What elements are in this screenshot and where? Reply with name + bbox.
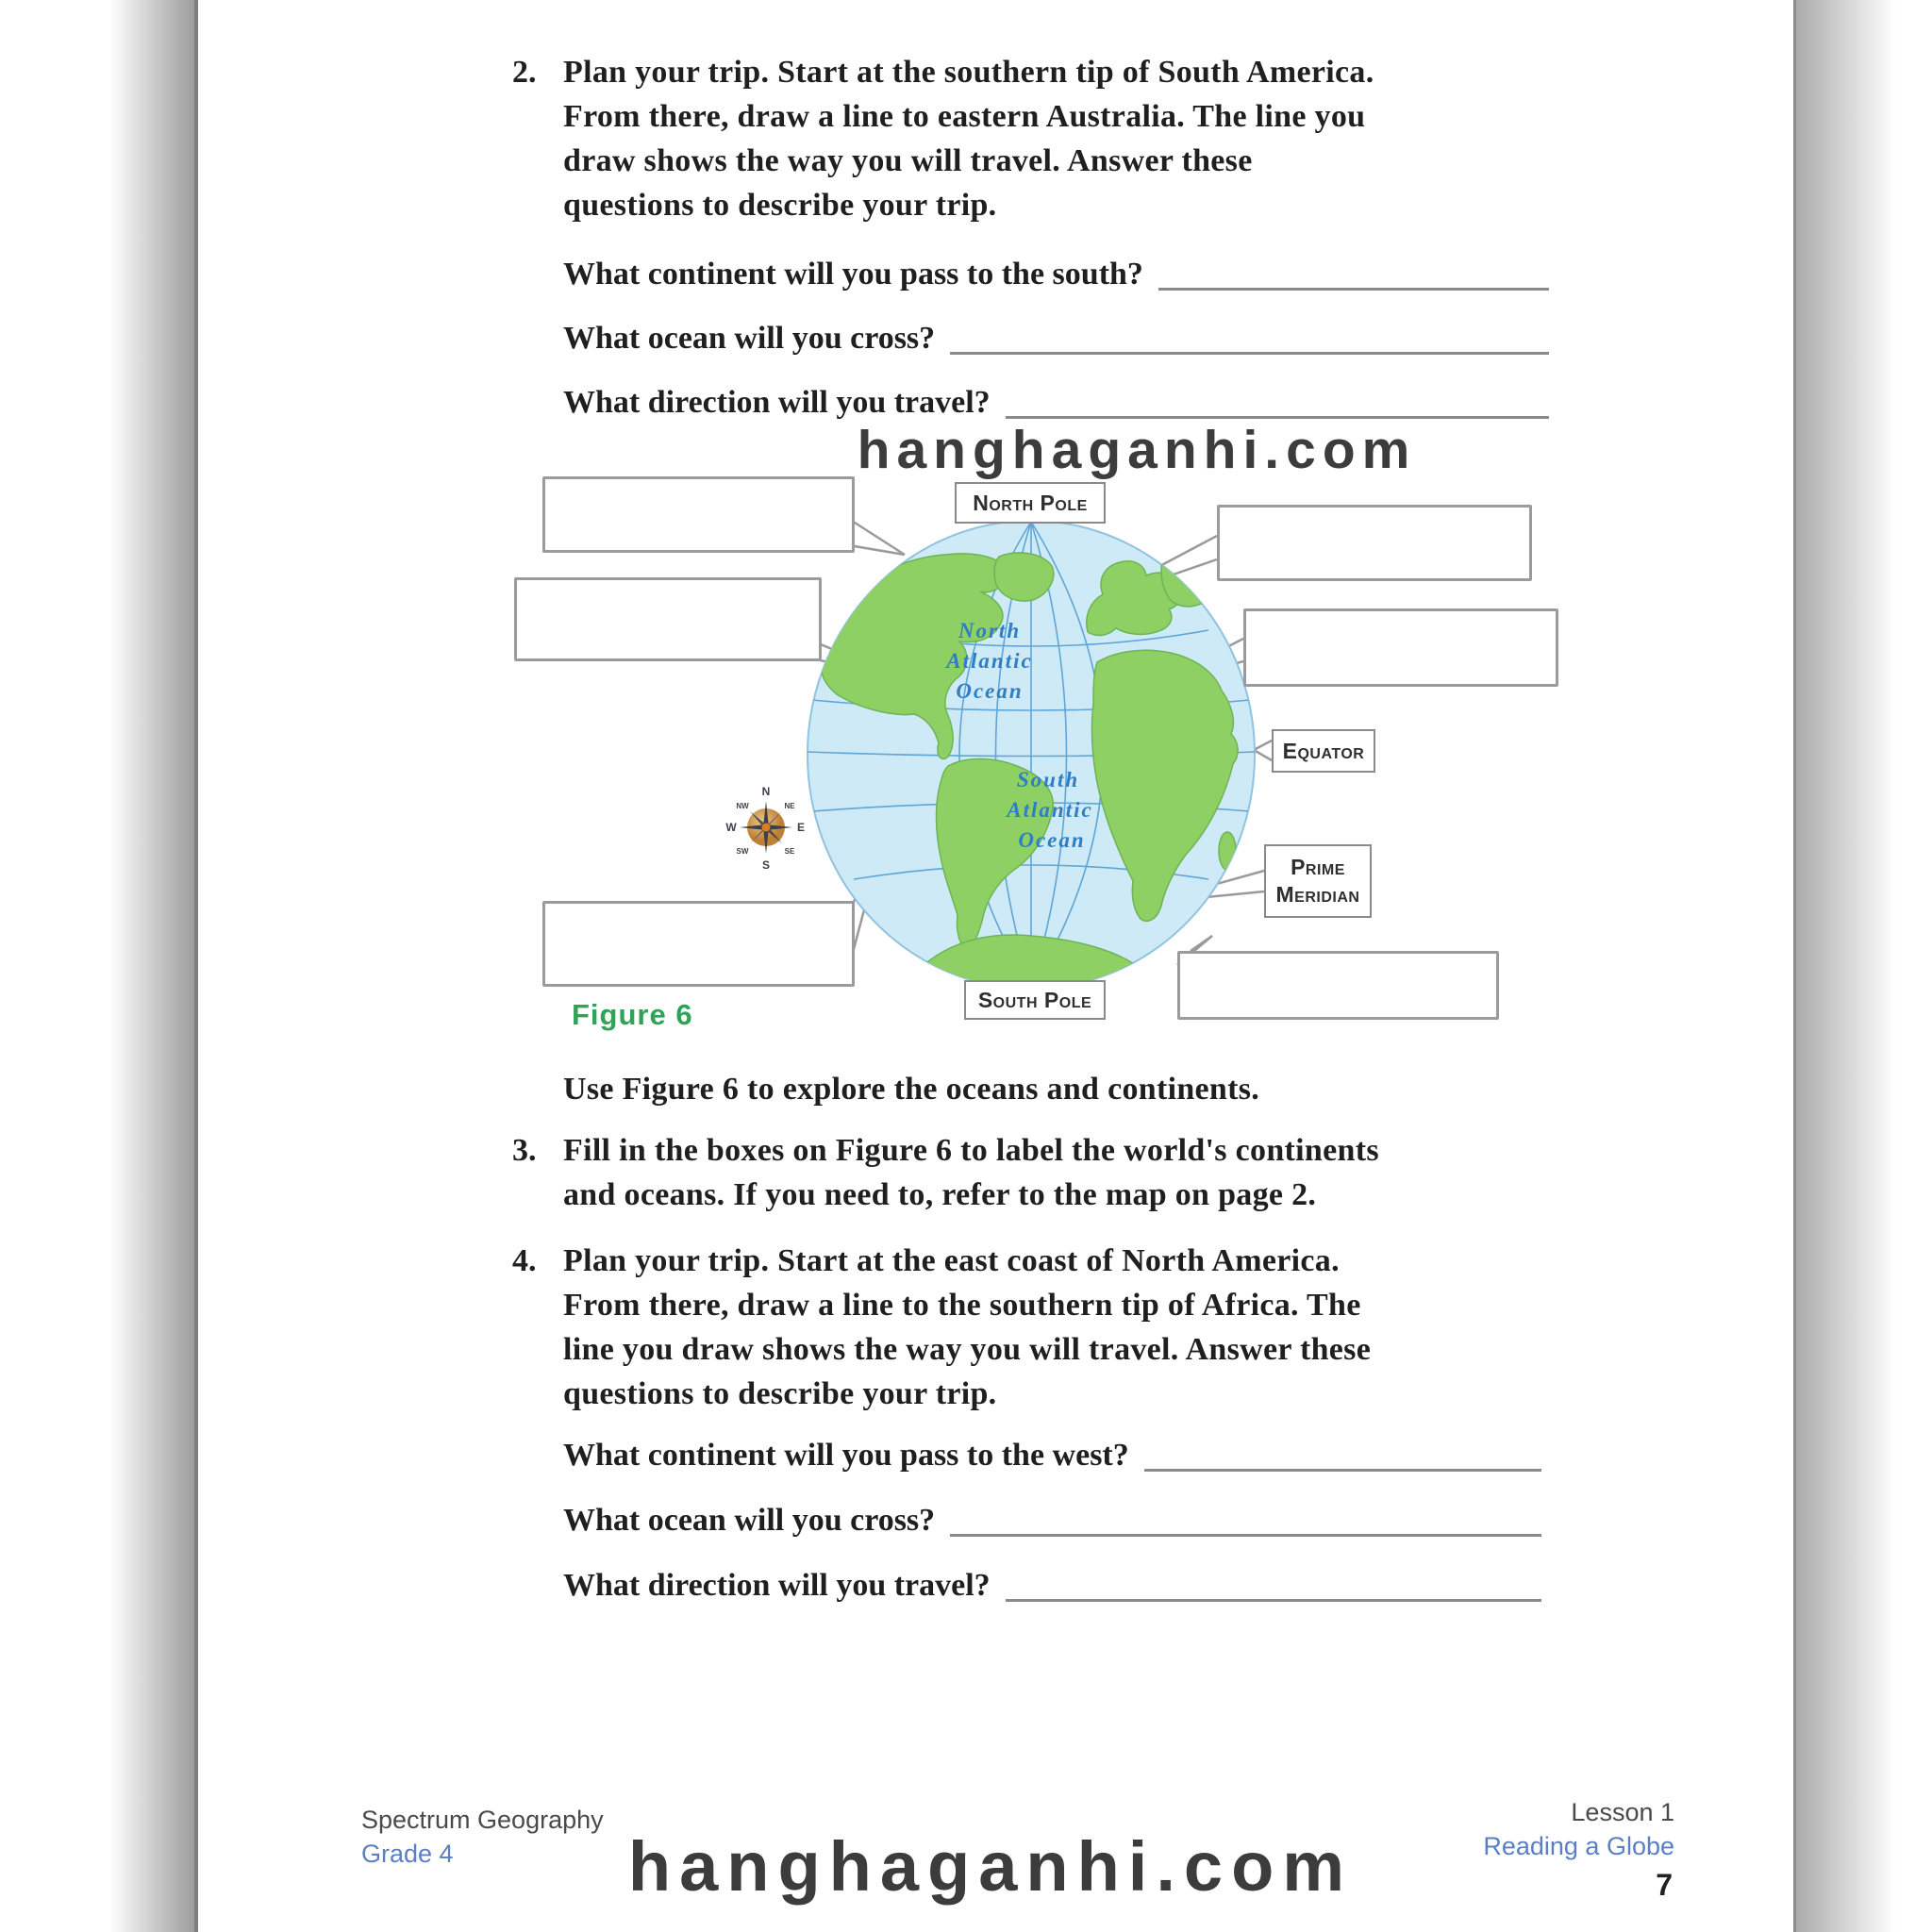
south-atlantic-label-1: South <box>1016 768 1080 791</box>
figure-6 <box>509 467 1566 1046</box>
footer-grade: Grade 4 <box>361 1840 454 1868</box>
watermark-bottom: hanghaganhi.com <box>627 1827 1354 1906</box>
label-box-bottom-right[interactable] <box>1177 951 1499 1020</box>
globe-illustration <box>805 519 1257 991</box>
question-2-line-2: From there, draw a line to eastern Australia. The line you <box>563 99 1366 134</box>
trip2-ocean-answer-blank[interactable] <box>950 1533 1541 1537</box>
compass-sw: SW <box>736 847 749 856</box>
question-4-line-2: From there, draw a line to the southern tip of Africa. The <box>563 1288 1361 1323</box>
label-box-bottom-left[interactable] <box>542 901 855 987</box>
trip2-continent-answer-blank[interactable] <box>1144 1468 1541 1472</box>
question-2-line-1: Plan your trip. Start at the southern tip of South America. <box>563 55 1374 90</box>
trip1-continent-question <box>563 257 1549 292</box>
trip2-continent-question <box>563 1438 1541 1474</box>
island-madagascar <box>1219 832 1236 870</box>
trip2-direction-answer-blank[interactable] <box>1006 1598 1541 1602</box>
label-box-top-left[interactable] <box>542 476 855 553</box>
trip1-ocean-answer-blank[interactable] <box>950 351 1549 355</box>
compass-n: N <box>761 785 771 798</box>
north-atlantic-label-3: Ocean <box>956 679 1024 703</box>
footer-book-title: Spectrum Geography <box>361 1806 604 1834</box>
page-left-shadow <box>109 0 194 1932</box>
trip2-ocean-question <box>563 1503 1541 1539</box>
trip1-direction-label: What direction will you travel? <box>563 385 991 420</box>
equator-text: Equator <box>1282 738 1365 763</box>
question-3-line-1: Fill in the boxes on Figure 6 to label the world's continents <box>563 1133 1379 1168</box>
prime-meridian-label <box>1264 844 1372 918</box>
question-4-line-1: Plan your trip. Start at the east coast of North America. <box>563 1243 1340 1278</box>
question-3-number: 3. <box>512 1133 537 1168</box>
prime-meridian-text-2: Meridian <box>1275 882 1360 907</box>
label-box-top-right[interactable] <box>1217 505 1532 581</box>
compass-se: SE <box>784 847 795 856</box>
question-2-line-3: draw shows the way you will travel. Answer these <box>563 143 1253 178</box>
use-figure-instruction: Use Figure 6 to explore the oceans and continents. <box>563 1072 1260 1107</box>
label-box-mid-left[interactable] <box>514 577 822 661</box>
compass-ne: NE <box>784 802 795 810</box>
footer-lesson: Lesson 1 <box>1571 1798 1674 1826</box>
question-2-number: 2. <box>512 55 537 90</box>
prime-meridian-text-1: Prime <box>1291 855 1345 880</box>
south-atlantic-label-2: Atlantic <box>1007 798 1093 822</box>
trip2-direction-question <box>563 1568 1541 1604</box>
trip1-continent-answer-blank[interactable] <box>1158 287 1549 291</box>
question-4-line-4: questions to describe your trip. <box>563 1376 997 1411</box>
trip1-continent-label: What continent will you pass to the south? <box>563 257 1143 291</box>
compass-w: W <box>725 821 737 834</box>
compass-s: S <box>761 858 771 871</box>
compass-nw: NW <box>736 802 749 810</box>
continent-greenland <box>994 553 1054 601</box>
south-atlantic-label-3: Ocean <box>1018 828 1086 852</box>
trip2-direction-label: What direction will you travel? <box>563 1568 991 1603</box>
question-4-line-3: line you draw shows the way you will travel. Answer these <box>563 1332 1372 1367</box>
south-pole-label <box>964 980 1106 1020</box>
compass-e: E <box>796 821 806 834</box>
north-atlantic-label-1: North <box>958 619 1022 642</box>
north-pole-label <box>955 482 1106 524</box>
north-pole-text: North Pole <box>973 490 1088 515</box>
page-number: 7 <box>1656 1868 1673 1902</box>
page-left-edge <box>194 0 198 1932</box>
south-pole-text: South Pole <box>977 987 1092 1012</box>
trip2-ocean-label: What ocean will you cross? <box>563 1503 936 1538</box>
trip1-ocean-label: What ocean will you cross? <box>563 321 936 356</box>
footer-lesson-title: Reading a Globe <box>1483 1832 1674 1860</box>
trip2-continent-label: What continent will you pass to the west? <box>563 1438 1129 1473</box>
page-right-shadow <box>1796 0 1896 1932</box>
compass-rose-icon <box>724 784 808 871</box>
equator-label <box>1272 729 1375 773</box>
question-2-line-4: questions to describe your trip. <box>563 188 997 223</box>
trip1-direction-question <box>563 385 1549 421</box>
watermark-top: hanghaganhi.com <box>857 420 1417 480</box>
question-4-number: 4. <box>512 1243 537 1278</box>
question-3-line-2: and oceans. If you need to, refer to the map on page 2. <box>563 1177 1317 1212</box>
trip1-ocean-question <box>563 321 1549 357</box>
figure-caption: Figure 6 <box>572 998 693 1031</box>
label-box-mid-right[interactable] <box>1243 608 1558 687</box>
north-atlantic-label-2: Atlantic <box>946 649 1033 673</box>
